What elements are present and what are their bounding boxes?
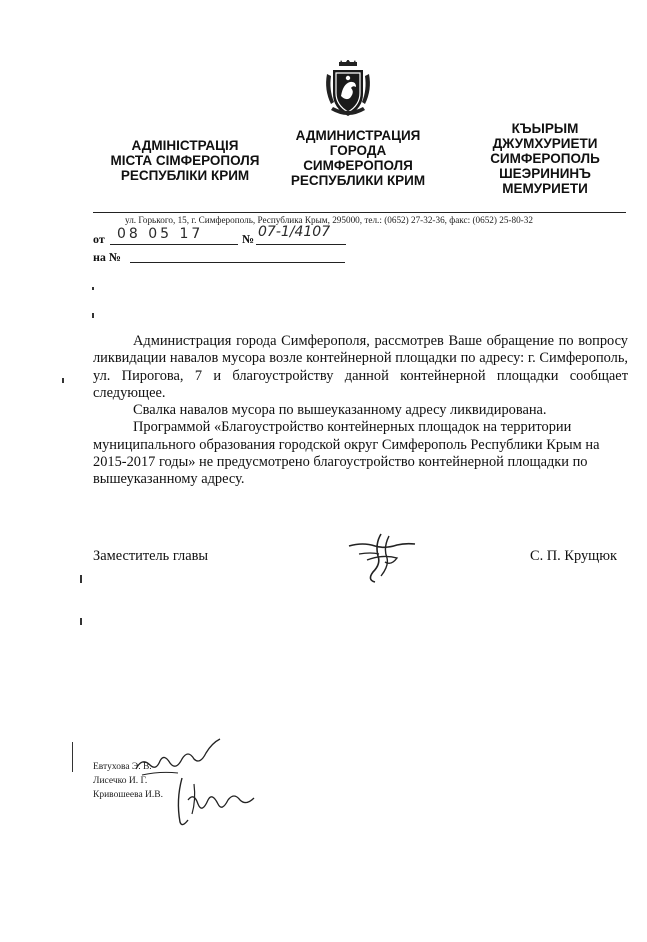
scan-speck	[80, 618, 82, 625]
body-paragraph: Администрация города Симферополя, рассмотрев Ваше обращение по вопросу ликвидации навалов мусора возле контейнерной площадки по адресу: г. Симферополь, ул. Пирогова, 7 и благоустройству данной контейнерной площадки сообщает следующее.	[93, 333, 628, 401]
org-name-crimean-tatar	[470, 121, 620, 196]
org-address: ул. Горького, 15, г. Симферополь, Республика Крым, 295000, тел.: (0652) 27-32-36, факс: (0652) 25-80-32	[125, 215, 533, 225]
org-ua-line: МІСТА СІМФЕРОПОЛЯ	[110, 153, 260, 168]
number-underline	[256, 244, 346, 245]
org-ua-line: РЕСПУБЛІКИ КРИМ	[120, 168, 250, 183]
org-ru-line: РЕСПУБЛИКИ КРИМ	[290, 173, 426, 188]
org-name-ukrainian	[90, 138, 280, 183]
body-paragraph: Свалка навалов мусора по вышеуказанному адресу ликвидирована.	[133, 402, 547, 419]
scan-speck	[62, 378, 64, 383]
scan-speck	[92, 313, 94, 318]
org-ru-line: АДМИНИСТРАЦИЯ	[295, 128, 421, 143]
org-crh-line: ДЖУМХУРИЕТИ	[492, 136, 598, 151]
executor-name: Лисечко И. Г.	[93, 776, 148, 786]
executor-name: Евтухова Э. В.	[93, 762, 152, 772]
scan-speck	[72, 742, 73, 772]
org-crh-line: МЕМУРИЕТИ	[502, 181, 588, 196]
executor-name: Кривошеева И.В.	[93, 790, 163, 800]
letter-body	[93, 333, 628, 489]
org-name-russian	[268, 128, 448, 188]
header-rule	[93, 212, 626, 213]
scan-speck	[80, 575, 82, 583]
handwritten-signature	[345, 532, 420, 584]
scan-speck	[92, 287, 94, 290]
body-paragraph: Программой «Благоустройство контейнерных площадок на территории муниципального образования городской округ Симферополь Республики Крым на 2015-2017 годы» не предусмотрено благоустройство контейнерной площадки по вышеуказанному адресу.	[93, 419, 600, 488]
number-label: №	[242, 232, 255, 246]
executor-signature	[172, 770, 257, 832]
crimea-coat-of-arms-icon	[323, 60, 373, 120]
number-value: 07-1/4107	[258, 224, 331, 240]
reply-underline	[130, 262, 345, 263]
org-ua-line: АДМІНІСТРАЦІЯ	[131, 138, 239, 153]
date-value: 08 05 17	[117, 226, 204, 242]
org-crh-line: КЪЫРЫМ	[511, 121, 579, 136]
org-ru-line: ГОРОДА	[329, 143, 387, 158]
signatory-role: Заместитель главы	[93, 548, 209, 564]
date-label: от	[93, 232, 105, 246]
date-underline	[110, 244, 238, 245]
org-crh-line: ШЕЭРИНИНЪ	[499, 166, 591, 181]
org-ru-line: СИМФЕРОПОЛЯ	[303, 158, 413, 173]
org-crh-line: СИМФЕРОПОЛЬ	[490, 151, 600, 166]
signatory-name: С. П. Крущюк	[530, 548, 618, 564]
reply-label: на №	[93, 250, 121, 264]
